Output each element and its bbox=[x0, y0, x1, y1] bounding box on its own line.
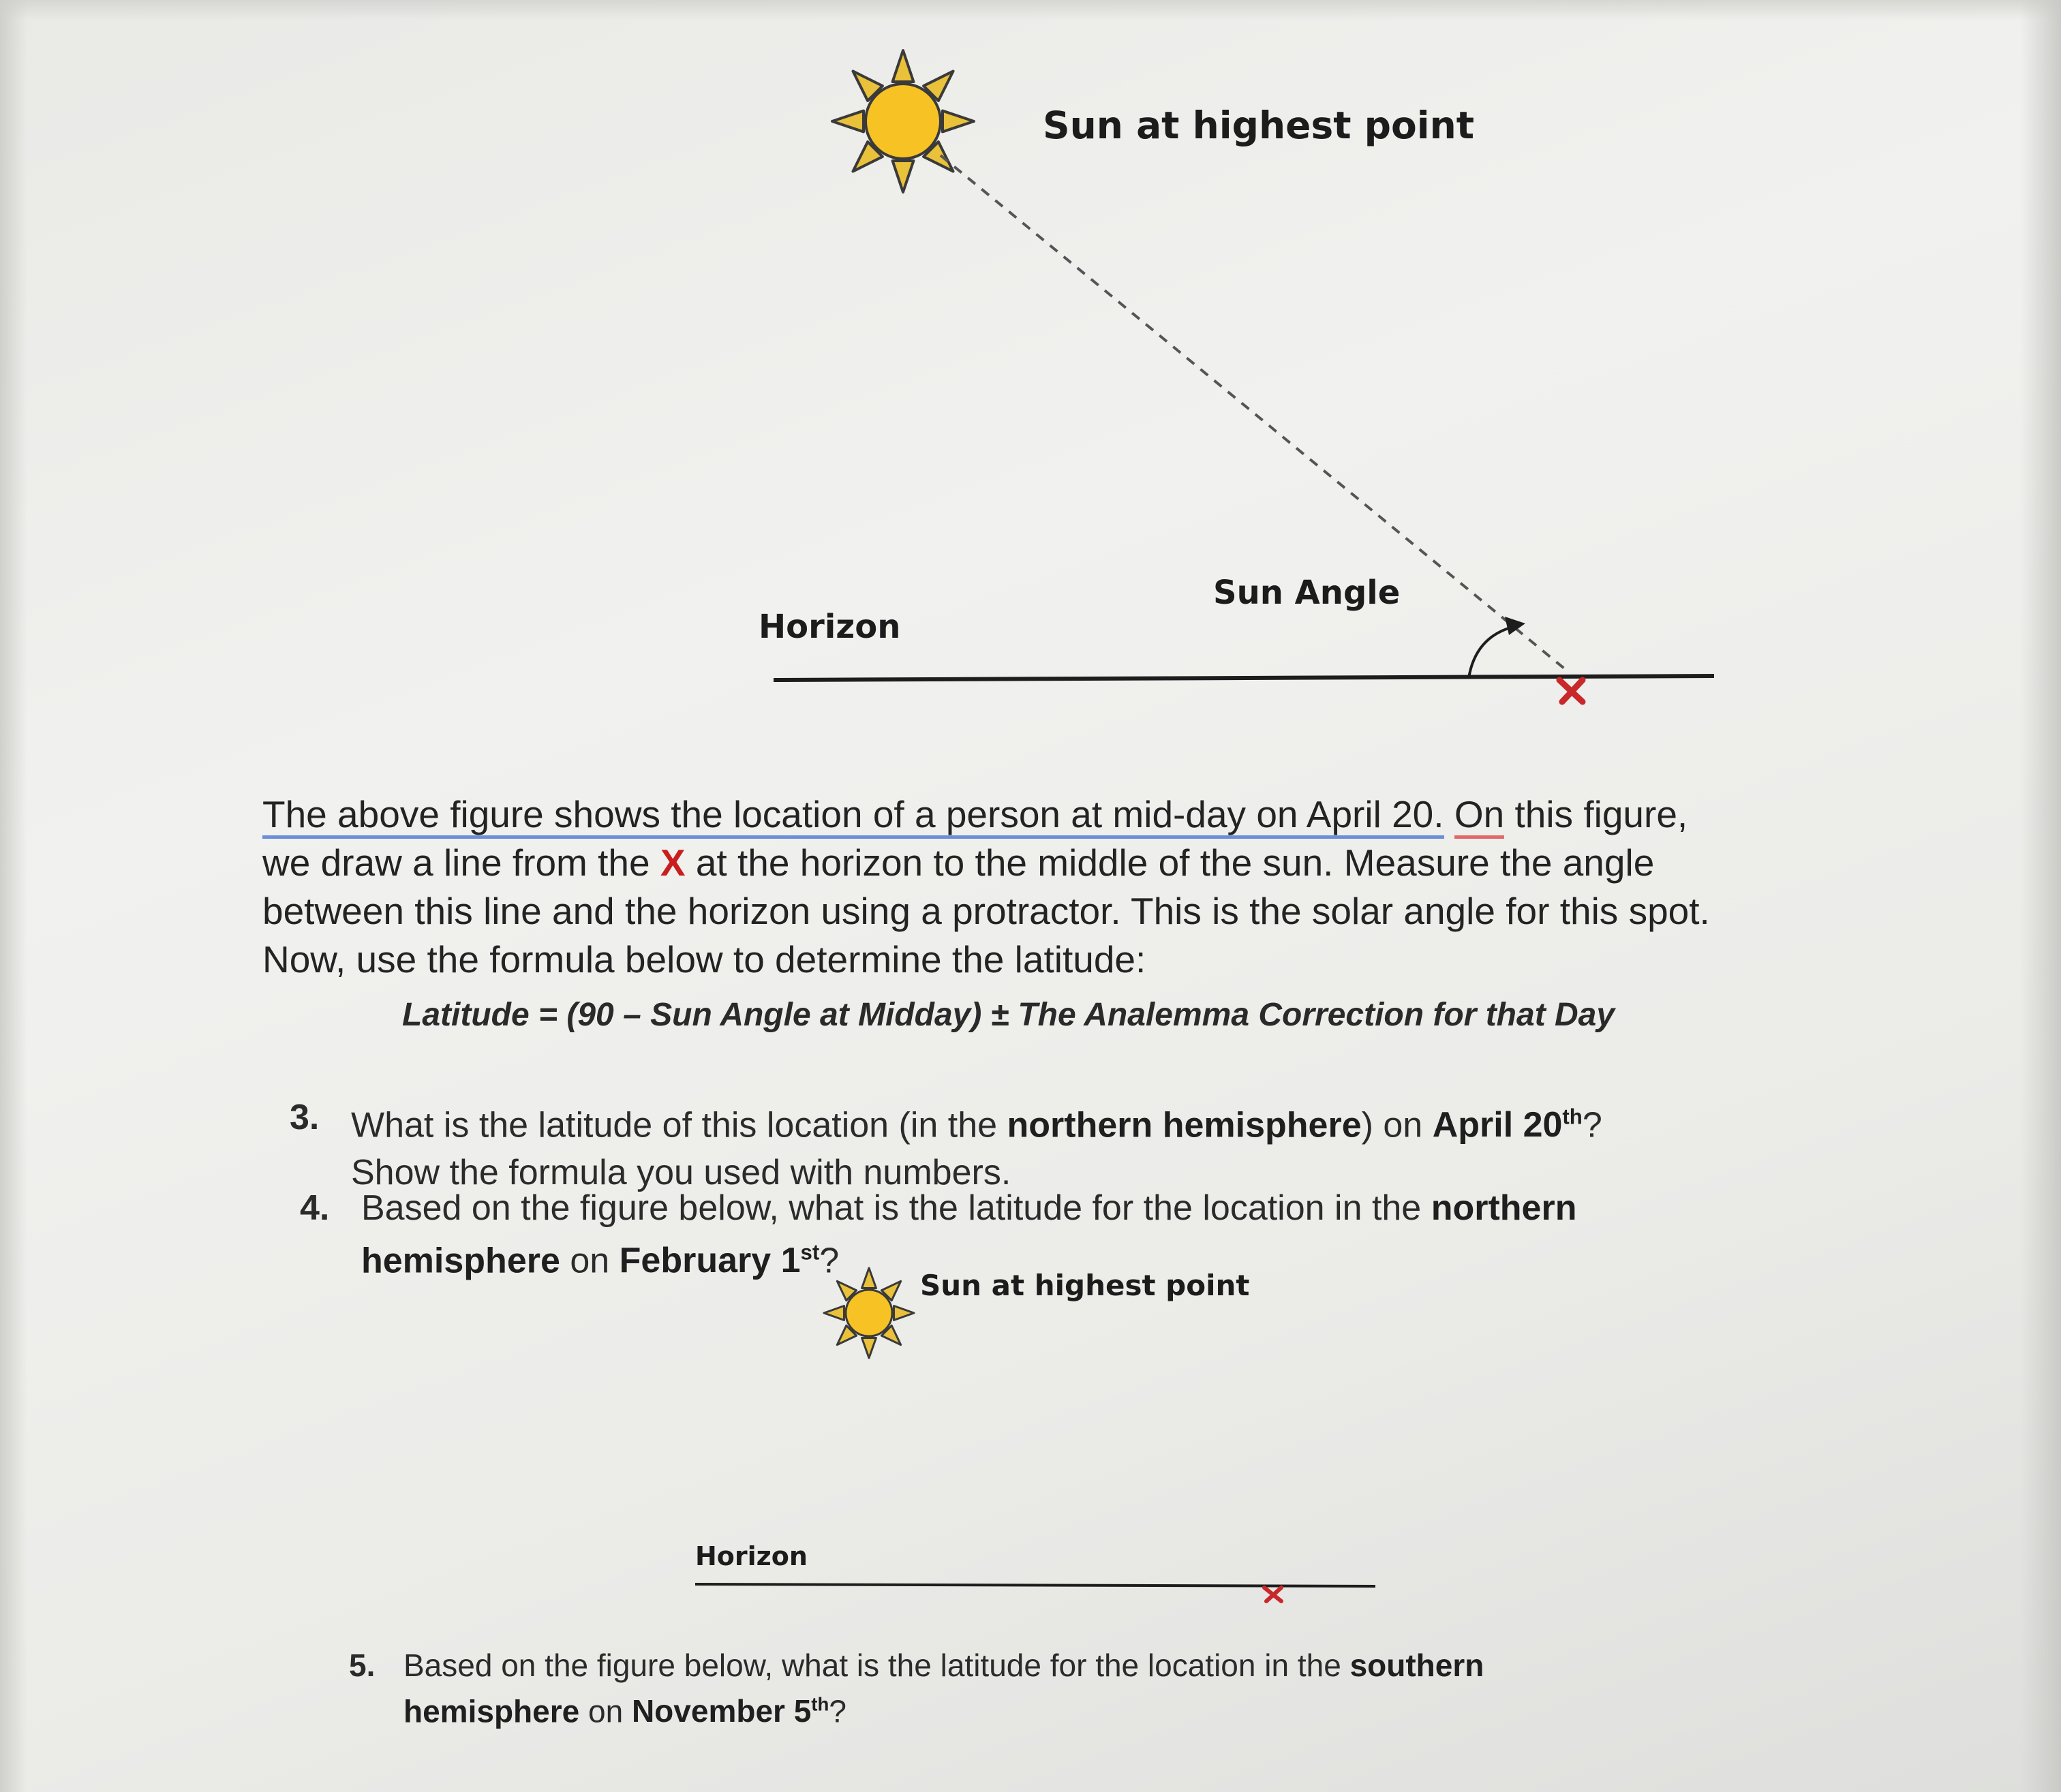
q3-date: April 20 bbox=[1432, 1105, 1563, 1145]
question-5 bbox=[349, 1646, 1484, 1731]
sun-ray bbox=[894, 1306, 914, 1320]
para-text-2: On bbox=[1454, 793, 1504, 839]
para-text-4: we draw a line from the bbox=[262, 841, 650, 884]
question-5-line-2 bbox=[403, 1685, 1484, 1731]
sun-highest-label: Sun at highest point bbox=[1043, 104, 1475, 147]
q5-bold: southern bbox=[1349, 1648, 1484, 1683]
question-3-number: 3. bbox=[290, 1098, 320, 1137]
sun-icon-small bbox=[824, 1268, 914, 1358]
para-text-1: The above figure shows the location of a person at mid-day on April 20. bbox=[262, 793, 1444, 839]
para-text-5: at the horizon to the middle of the sun. Measure the angle bbox=[695, 841, 1655, 884]
horizon-label: Horizon bbox=[759, 608, 901, 646]
sun-highest-label-2: Sun at highest point bbox=[920, 1269, 1250, 1302]
question-5-line-1 bbox=[403, 1646, 1484, 1685]
q4-date: February 1 bbox=[619, 1241, 801, 1281]
q4-bold-2: hemisphere bbox=[361, 1241, 560, 1281]
q3-sup: th bbox=[1562, 1105, 1583, 1129]
q4-end: ? bbox=[819, 1241, 840, 1281]
horizon-line-2 bbox=[695, 1584, 1375, 1586]
sun-ray bbox=[824, 1306, 844, 1320]
q3-text: What is the latitude of this location (in the bbox=[351, 1105, 998, 1145]
q4-text: Based on the figure below, what is the latitude for the location in the bbox=[361, 1188, 1422, 1228]
latitude-formula: Latitude = (90 – Sun Angle at Midday) ± The Analemma Correction for that Day bbox=[402, 997, 1615, 1033]
q3-bold: northern hemisphere bbox=[1007, 1105, 1362, 1145]
sun-ray bbox=[861, 1338, 876, 1358]
q5-bold-2: hemisphere bbox=[403, 1693, 580, 1729]
q4-mid: on bbox=[570, 1241, 610, 1281]
sun-angle-label: Sun Angle bbox=[1213, 574, 1401, 612]
question-5-number: 5. bbox=[349, 1648, 376, 1683]
question-4-number: 4. bbox=[300, 1188, 330, 1228]
para-line-3: between this line and the horizon using a protractor. This is the solar angle for this spot. bbox=[262, 890, 1710, 932]
question-3-line-2: Show the formula you used with numbers. bbox=[351, 1153, 1011, 1193]
q5-date: November 5 bbox=[631, 1693, 812, 1729]
sun-ray bbox=[861, 1268, 876, 1288]
q5-text: Based on the figure below, what is the latitude for the location in the bbox=[403, 1648, 1341, 1683]
horizon-label-2: Horizon bbox=[695, 1541, 808, 1571]
para-line-4: Now, use the formula below to determine the latitude: bbox=[262, 938, 1146, 980]
q3-end: ? bbox=[1582, 1105, 1602, 1145]
q4-bold: northern bbox=[1431, 1188, 1577, 1228]
para-x-letter: X bbox=[660, 841, 686, 884]
location-x-marker-2 bbox=[1264, 1588, 1281, 1601]
q5-sup: th bbox=[811, 1694, 829, 1715]
q5-mid: on bbox=[588, 1693, 624, 1729]
q4-sup: st bbox=[800, 1241, 820, 1265]
q5-end: ? bbox=[829, 1693, 846, 1729]
para-text-3: this figure, bbox=[1514, 793, 1688, 835]
q3-mid: ) on bbox=[1361, 1105, 1423, 1145]
